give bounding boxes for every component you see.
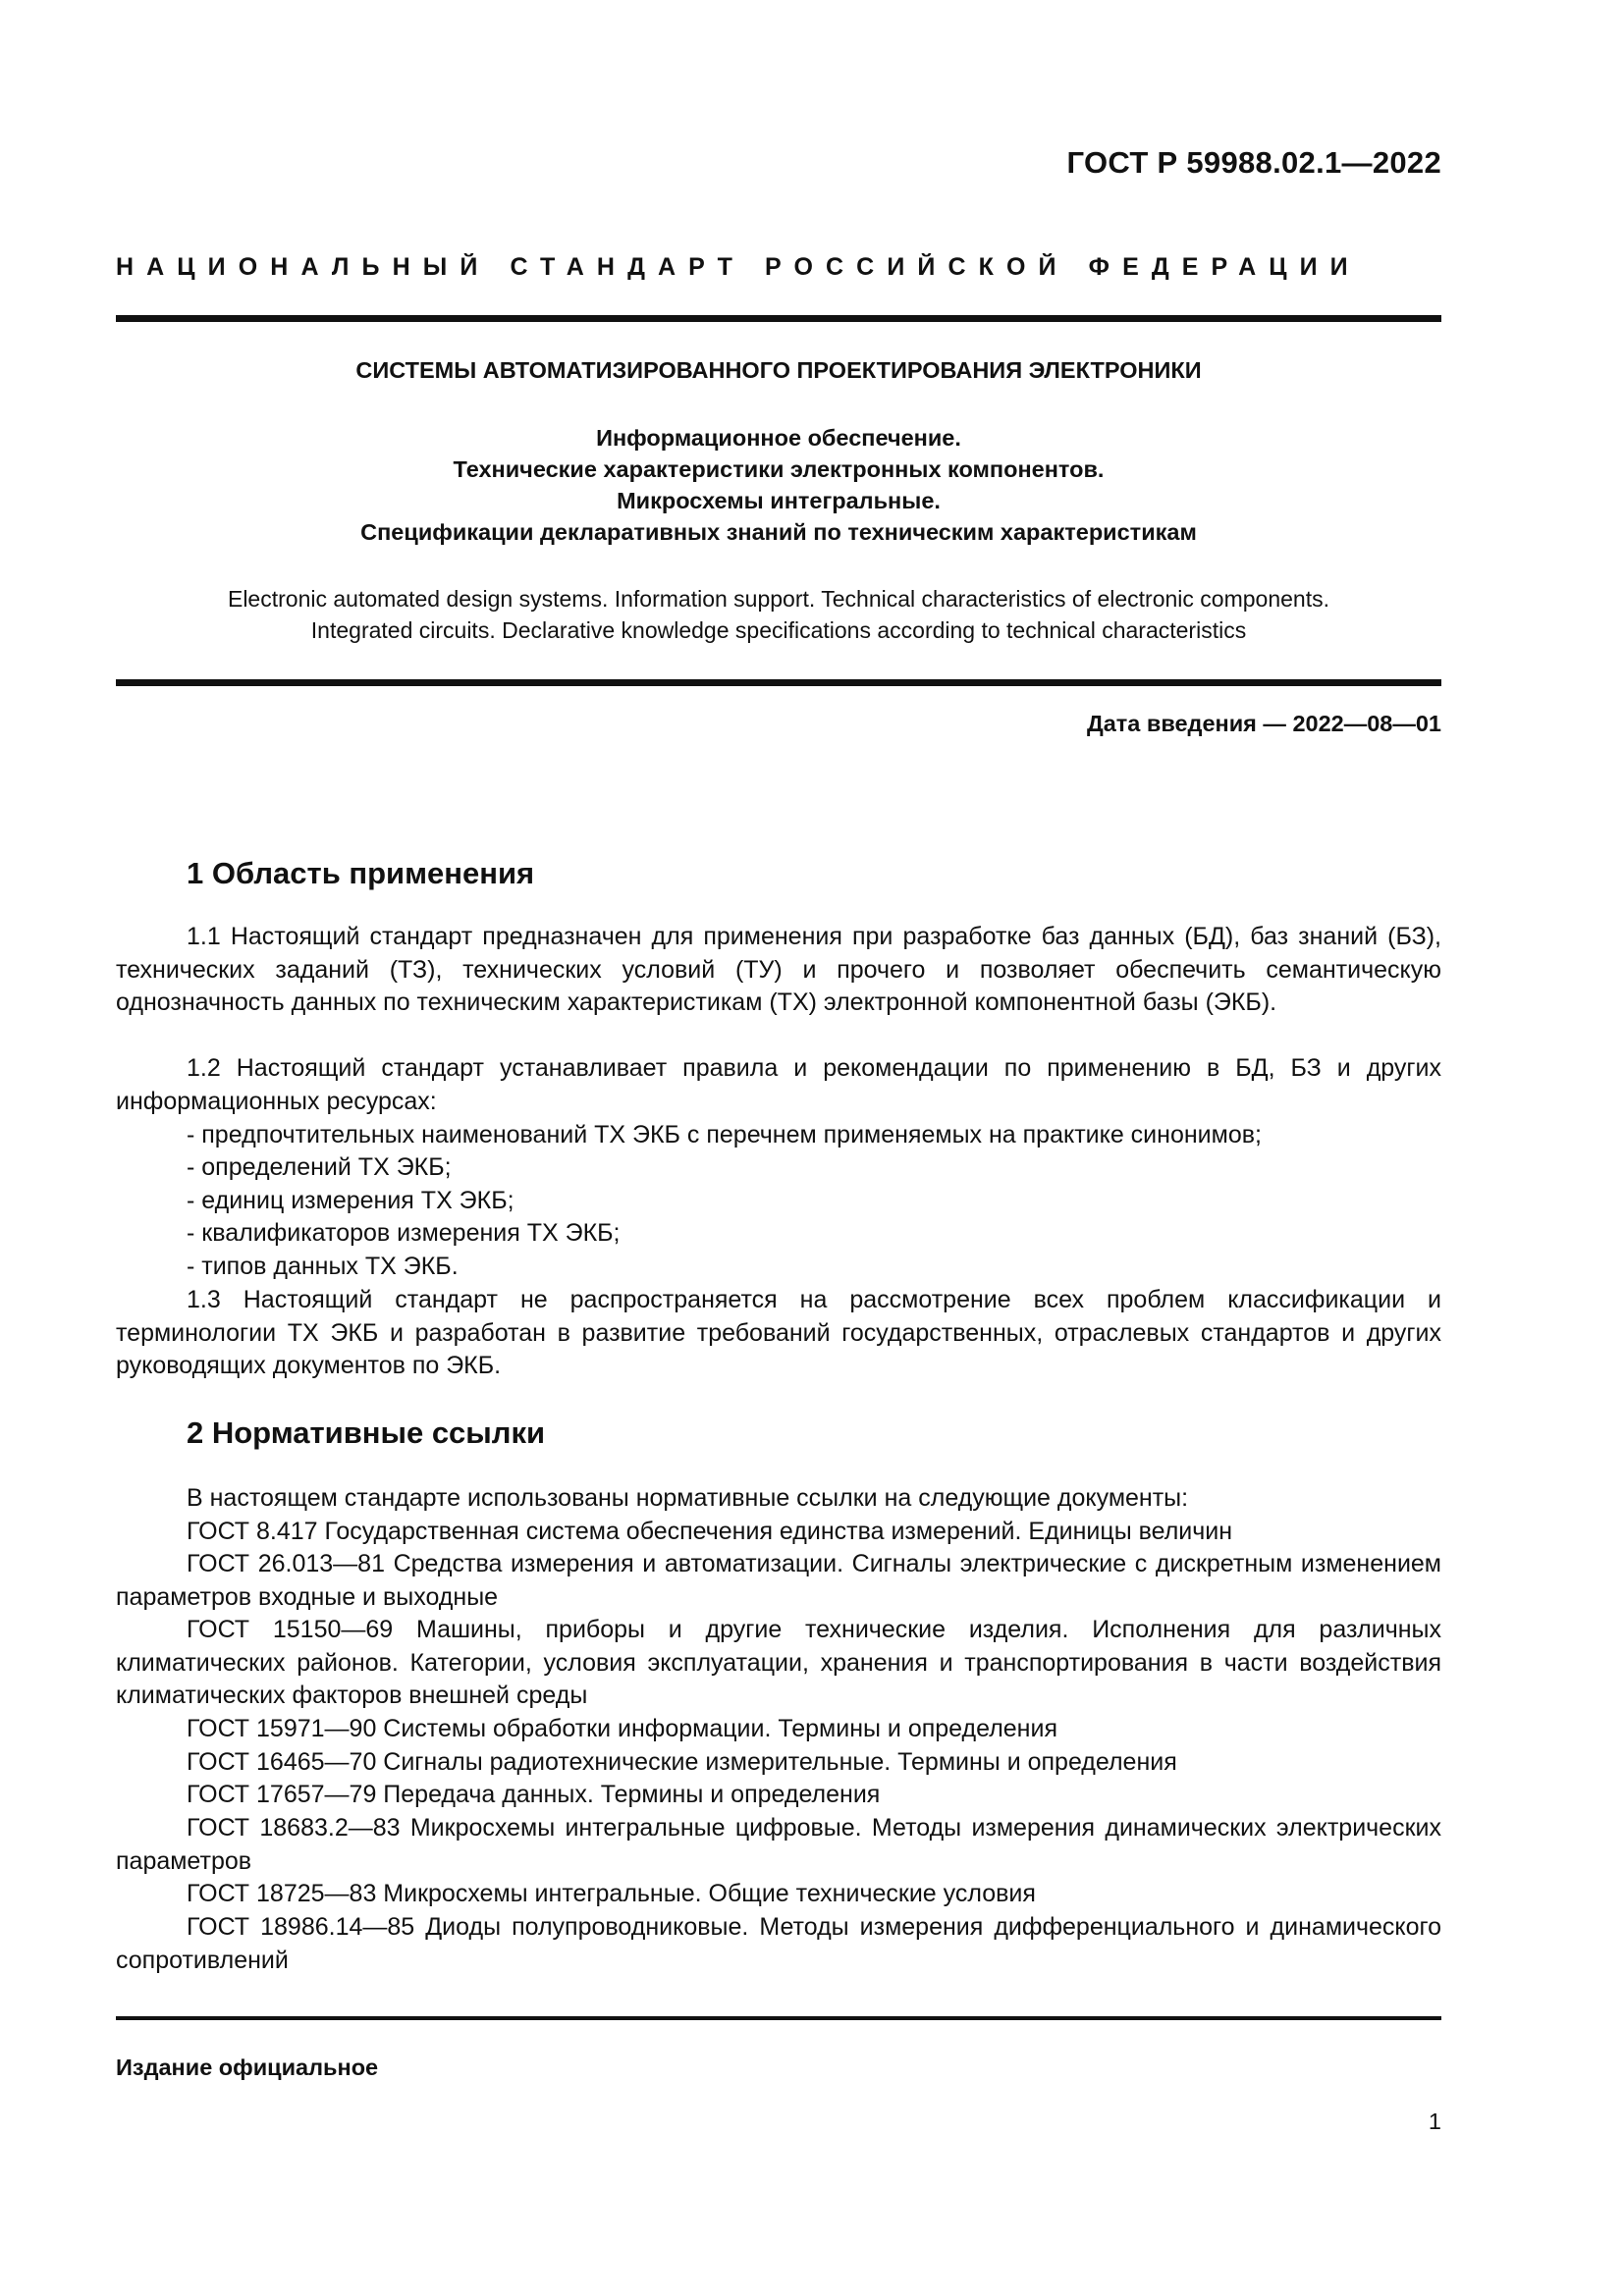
section-1-heading: 1 Область применения — [187, 856, 535, 890]
gost-number: ГОСТ Р 59988.02.1—2022 — [1066, 145, 1441, 180]
document-title: СИСТЕМЫ АВТОМАТИЗИРОВАННОГО ПРОЕКТИРОВАНИЯ ЭЛЕКТРОНИКИ — [355, 357, 1202, 383]
reference-item: ГОСТ 18725—83 Микросхемы интегральные. Общие технические условия — [187, 1880, 1036, 1907]
reference-item: ГОСТ 26.013—81 Средства измерения и автоматизации. Сигналы электрические с дискретным изменением параметров входные и выходные — [116, 1550, 1441, 1611]
reference-item: ГОСТ 15971—90 Системы обработки информации. Термины и определения — [187, 1715, 1057, 1742]
reference-item: ГОСТ 17657—79 Передача данных. Термины и определения — [187, 1781, 881, 1808]
document-subtitle — [116, 422, 1441, 548]
title-divider — [116, 679, 1441, 686]
reference-item: ГОСТ 18986.14—85 Диоды полупроводниковые. Методы измерения дифференциального и динамического сопротивлений — [116, 1913, 1441, 1974]
list-item: - типов данных ТХ ЭКБ. — [187, 1253, 459, 1280]
reference-item: ГОСТ 15150—69 Машины, приборы и другие технические изделия. Исполнения для различных климатических районов. Категории, условия эксплуатации, хранения и транспортирования в части воздействия климатических факторов внешней среды — [116, 1616, 1441, 1710]
subtitle-line: Технические характеристики электронных компонентов. — [453, 456, 1105, 482]
subtitle-line: Информационное обеспечение. — [596, 425, 961, 451]
english-title-line: Integrated circuits. Declarative knowledge specifications according to technical characteristics — [310, 617, 1247, 643]
reference-item: ГОСТ 16465—70 Сигналы радиотехнические измерительные. Термины и определения — [187, 1748, 1177, 1776]
page-number: 1 — [1428, 2109, 1441, 2134]
paragraph-1-2: 1.2 Настоящий стандарт устанавливает правила и рекомендации по применению в БД, БЗ и других информационных ресурсах: — [116, 1054, 1441, 1115]
official-edition-label: Издание официальное — [116, 2055, 379, 2080]
list-item: - квалификаторов измерения ТХ ЭКБ; — [187, 1219, 621, 1247]
reference-item: ГОСТ 8.417 Государственная система обеспечения единства измерений. Единицы величин — [187, 1518, 1233, 1545]
subtitle-line: Микросхемы интегральные. — [617, 488, 941, 513]
list-item: - определений ТХ ЭКБ; — [187, 1153, 452, 1181]
subtitle-line: Спецификации декларативных знаний по техническим характеристикам — [360, 519, 1197, 545]
top-divider — [116, 315, 1441, 322]
paragraph-1-1: 1.1 Настоящий стандарт предназначен для применения при разработке баз данных (БД), баз знаний (БЗ), технических заданий (ТЗ), технических условий (ТУ) и прочего и позволяет обеспечить семантическую однозначность данных по техническим характеристикам (ТХ) электронной компонентной базы (ЭКБ). — [116, 923, 1441, 1017]
english-title — [116, 583, 1441, 646]
list-item: - предпочтительных наименований ТХ ЭКБ с перечнем применяемых на практике синонимов; — [187, 1121, 1262, 1148]
footer-divider — [116, 2016, 1441, 2020]
list-item: - единиц измерения ТХ ЭКБ; — [187, 1187, 514, 1214]
paragraph-1-3: 1.3 Настоящий стандарт не распространяется на рассмотрение всех проблем классификации и терминологии ТХ ЭКБ и разработан в развитие требований государственных, отраслевых стандартов и других руководящих документов по ЭКБ. — [116, 1286, 1441, 1380]
introduction-date: Дата введения — 2022—08—01 — [1086, 711, 1441, 736]
section-2-heading: 2 Нормативные ссылки — [187, 1415, 546, 1450]
national-standard-banner: НАЦИОНАЛЬНЫЙ СТАНДАРТ РОССИЙСКОЙ ФЕДЕРАЦИИ — [116, 253, 1361, 281]
references-intro: В настоящем стандарте использованы нормативные ссылки на следующие документы: — [187, 1484, 1189, 1512]
english-title-line: Electronic automated design systems. Information support. Technical characteristics of electronic components. — [227, 586, 1329, 612]
reference-item: ГОСТ 18683.2—83 Микросхемы интегральные цифровые. Методы измерения динамических электрических параметров — [116, 1814, 1441, 1875]
